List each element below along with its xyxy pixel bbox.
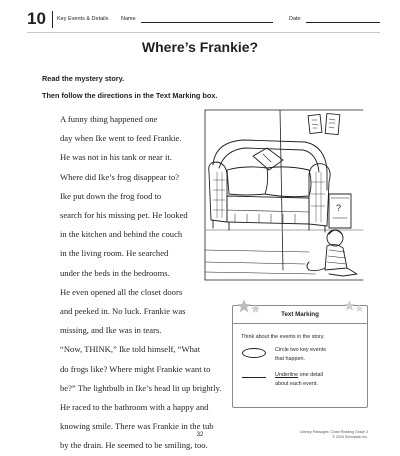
name-line xyxy=(141,22,273,23)
underline-instruction-line-1 xyxy=(275,371,323,380)
story-line: day when Ike went to feed Frankie. xyxy=(60,133,182,144)
page-title: Where’s Frankie? xyxy=(141,39,259,55)
text-marking-intro: Think about the events in the story. xyxy=(241,334,325,340)
story-line: under the beds in the bedrooms. xyxy=(60,267,170,278)
story-line: search for his missing pet. He looked xyxy=(60,210,188,221)
date-line xyxy=(306,22,380,23)
boy-figure xyxy=(307,230,357,276)
directions-line-2: Then follow the directions in the Text Marking box. xyxy=(42,91,218,100)
underline-instruction-line-2: about each event. xyxy=(275,381,318,387)
story-line: missing, and Ike was in tears. xyxy=(60,325,162,336)
worksheet-header xyxy=(27,9,380,31)
text-marking-title: Text Marking xyxy=(281,311,319,318)
lesson-topic: Key Events & Details xyxy=(57,16,109,22)
story-line: A funny thing happened one xyxy=(60,114,158,124)
story-line: in the kitchen and behind the couch xyxy=(60,229,183,240)
footer-credit xyxy=(300,430,368,440)
circle-symbol xyxy=(242,348,266,358)
room-walls xyxy=(205,110,363,280)
wall-pictures xyxy=(308,114,340,135)
credit-line-2: © 2016 Scholastic Inc. xyxy=(332,435,368,439)
floor xyxy=(205,250,315,274)
name-label: Name xyxy=(121,16,136,22)
credit-line-1: Literary Passages: Close Reading Grade 3 xyxy=(299,430,368,434)
directions-line-1: Read the mystery story. xyxy=(42,74,125,83)
story-line: “Now, THINK,” Ike told himself, “What xyxy=(60,344,201,355)
date-label: Date xyxy=(289,16,301,22)
story-line: do frogs like? Where might Frankie want to xyxy=(60,363,211,374)
lesson-number: 10 xyxy=(27,9,46,28)
story-line: be?” The lightbulb in Ike’s head lit up brightly. xyxy=(60,382,222,393)
text-marking-header xyxy=(233,306,367,324)
story-line: in the living room. He searched xyxy=(60,248,169,259)
header-bottom-rule xyxy=(27,32,380,33)
star-icon xyxy=(355,304,364,313)
circle-instruction-line-2: that happen. xyxy=(275,356,305,362)
header-divider xyxy=(52,11,53,28)
underline-symbol xyxy=(242,377,266,378)
underline-word: Underline xyxy=(275,372,299,378)
story-line: He even opened all the closet doors xyxy=(60,286,183,297)
circle-instruction xyxy=(275,346,326,364)
underline-instruction xyxy=(275,371,323,389)
circle-instruction-line-1: Circle two key events xyxy=(275,347,326,353)
couch xyxy=(209,140,330,232)
story-line: and peeked in. No luck. Frankie was xyxy=(60,306,186,317)
story-line: by the drain. He seemed to be smiling, too. xyxy=(60,440,208,451)
story-line: Ike put down the frog food to xyxy=(60,190,162,201)
story-line: Where did Ike’s frog disappear to? xyxy=(60,171,180,182)
side-table xyxy=(329,194,351,228)
page-number: 32 xyxy=(196,432,204,438)
story-line: knowing smile. There was Frankie in the tub xyxy=(60,421,214,432)
couch-scene-illustration xyxy=(205,110,363,285)
story-line: He raced to the bathroom with a happy and xyxy=(60,402,209,413)
directions xyxy=(42,70,217,104)
text-marking-box xyxy=(232,305,368,408)
question-mark-icon: ? xyxy=(336,203,342,213)
story-line: He was not in his tank or near it. xyxy=(60,152,172,163)
underline-rest: one detail xyxy=(298,372,323,378)
